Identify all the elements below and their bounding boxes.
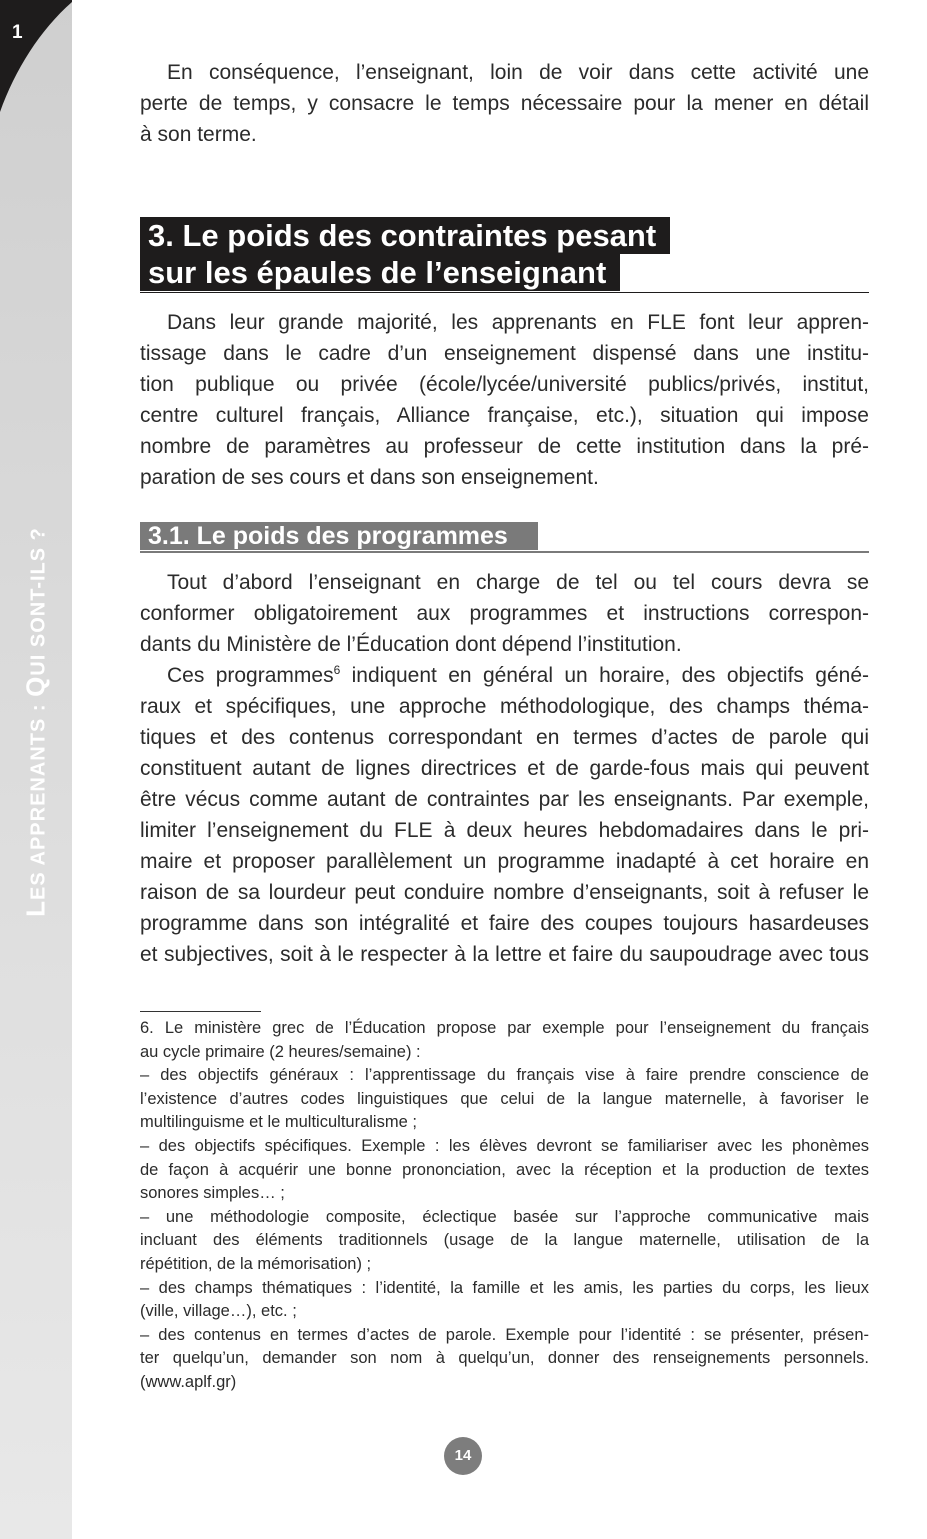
section-paragraph bbox=[140, 307, 869, 493]
text-line: Tout d’abord l’enseignant en charge de tel ou tel cours devra se bbox=[167, 571, 869, 594]
running-title-text-2: UI SONT-ILS ? bbox=[27, 527, 50, 676]
page-number: 14 bbox=[444, 1437, 482, 1475]
footnote-line: (ville, village…), etc. ; bbox=[140, 1302, 297, 1321]
text-line: constituent autant de lignes directrices et de garde-fous mais qui peuvent bbox=[140, 757, 869, 780]
text-line: paration de ses cours et dans son enseignement. bbox=[140, 466, 599, 489]
footnote-line: – une méthodologie composite, éclectique basée sur l’approche communicative mais bbox=[140, 1207, 869, 1226]
text-fragment: Ces programmes bbox=[167, 664, 334, 687]
text-line: être vécus comme autant de contraintes par les enseignants. Par exemple, bbox=[140, 788, 869, 811]
footnote-line: – des objectifs généraux : l’apprentissage du français vise à faire prendre conscience de bbox=[140, 1066, 869, 1085]
footnote-reference[interactable]: 6 bbox=[333, 663, 341, 677]
footnote-line: 6. Le ministère grec de l’Éducation propose par exemple pour l’enseignement du français bbox=[140, 1019, 869, 1037]
text-line: et subjectives, soit à le respecter à la lettre et faire du saupoudrage avec tous bbox=[140, 943, 869, 966]
running-title-initial-2: Q bbox=[20, 675, 51, 697]
subsection-heading-text: 3.1. Le poids des programmes bbox=[140, 522, 538, 550]
footnote-line: multilinguisme et le multiculturalisme ; bbox=[140, 1113, 417, 1132]
intro-paragraph bbox=[140, 57, 869, 150]
footnote-line: ter quelqu’un, demander son nom à quelqu’un, donner des renseignements personnels. bbox=[140, 1349, 869, 1368]
footnote-line: – des objectifs spécifiques. Exemple : les élèves devront se familiariser avec les phonèmes bbox=[140, 1136, 869, 1155]
chapter-sidebar bbox=[0, 0, 72, 1539]
text-line: tion publique ou privée (école/lycée/université publics/privés, institut, bbox=[140, 373, 869, 396]
text-line: tiques et des contenus correspondant en termes d’actes de parole qui bbox=[140, 726, 869, 749]
subsection-heading bbox=[140, 522, 869, 550]
footnote-line: – des contenus en termes d’actes de parole. Exemple pour l’identité : se présenter, présen- bbox=[140, 1325, 869, 1344]
text-line: En conséquence, l’enseignant, loin de voir dans cette activité une bbox=[167, 61, 869, 84]
subsection-paragraph-2 bbox=[140, 660, 869, 970]
text-line: perte de temps, y consacre le temps nécessaire pour la mener en détail bbox=[140, 92, 869, 115]
footnote-line: – des champs thématiques : l’identité, la famille et les amis, les parties du corps, les lieux bbox=[140, 1278, 869, 1297]
text-line: raux et spécifiques, une approche méthodologique, des champs théma- bbox=[140, 695, 869, 718]
text-line: raison de sa lourdeur peut conduire nombre d’enseignants, soit à refuser le bbox=[140, 881, 869, 904]
footnote-line: répétition, de la mémorisation) ; bbox=[140, 1254, 372, 1273]
section-heading-line: sur les épaules de l’enseignant bbox=[140, 254, 620, 291]
footnote-line: sonores simples… ; bbox=[140, 1184, 285, 1203]
running-title-text: ES APPRENANTS : bbox=[27, 696, 50, 900]
section-heading bbox=[140, 217, 869, 291]
subsection-paragraph-1 bbox=[140, 567, 869, 660]
heading-rule bbox=[140, 292, 869, 293]
footnote-line: incluant des éléments traditionnels (usage de la langue maternelle, utilisation de la bbox=[140, 1231, 869, 1250]
section-heading-line: 3. Le poids des contraintes pesant bbox=[140, 217, 670, 254]
text-line bbox=[140, 660, 869, 691]
text-line: Dans leur grande majorité, les apprenants en FLE font leur appren- bbox=[167, 311, 869, 334]
text-line: nombre de paramètres au professeur de cette institution dans la pré- bbox=[140, 435, 869, 458]
text-line: dants du Ministère de l’Éducation dont dépend l’institution. bbox=[140, 633, 682, 656]
heading-rule bbox=[140, 551, 869, 553]
running-title bbox=[21, 527, 52, 917]
text-line: tissage dans le cadre d’un enseignement dispensé dans une institu- bbox=[140, 342, 869, 365]
footnote-line: l’existence d’autres codes linguistiques que celui de la langue maternelle, à favoriser le bbox=[140, 1089, 869, 1108]
footnote bbox=[140, 1017, 869, 1395]
running-title-initial: L bbox=[20, 899, 51, 917]
text-line: centre culturel français, Alliance française, etc.), situation qui impose bbox=[140, 404, 869, 427]
footnote-link[interactable]: (www.aplf.gr) bbox=[140, 1372, 237, 1391]
text-fragment: indiquent en général un horaire, des objectifs géné- bbox=[340, 664, 869, 687]
chapter-number: 1 bbox=[12, 22, 23, 43]
text-line: à son terme. bbox=[140, 123, 257, 146]
footnote-line: de façon à acquérir une bonne prononciation, avec la réception et la production de textes bbox=[140, 1160, 869, 1179]
footnote-separator bbox=[140, 1011, 261, 1012]
text-line: conformer obligatoirement aux programmes et instructions correspon- bbox=[140, 602, 869, 625]
text-line: programme dans son intégralité et faire des coupes toujours hasardeuses bbox=[140, 912, 869, 935]
footnote-line: au cycle primaire (2 heures/semaine) : bbox=[140, 1042, 421, 1061]
text-line: limiter l’enseignement du FLE à deux heures hebdomadaires dans le pri- bbox=[140, 819, 869, 842]
text-line: maire et proposer parallèlement un programme inadapté à cet horaire en bbox=[140, 850, 869, 873]
chapter-corner-tab bbox=[0, 0, 72, 115]
